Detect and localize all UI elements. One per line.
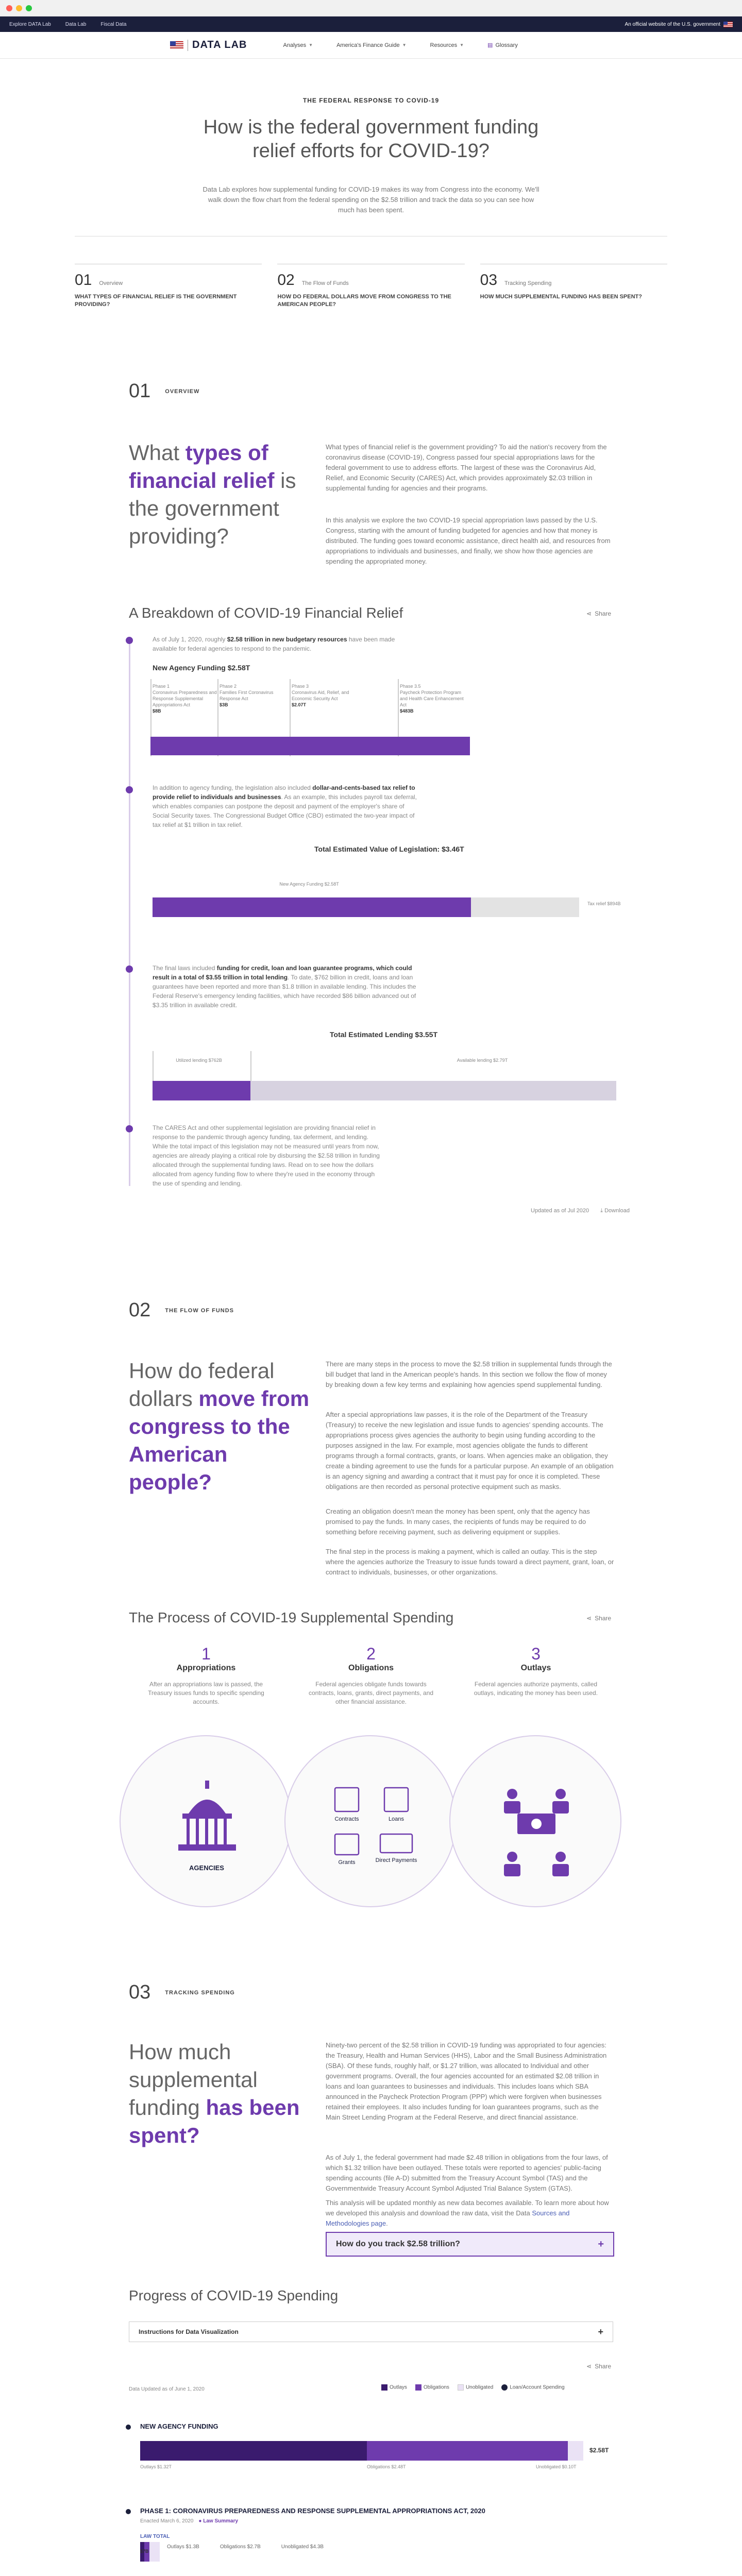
note-text: In addition to agency funding, the legislation also included [153,784,313,791]
note-text: . To date, $762 billion in credit, loans and loan guarantees have been reported and more than $1.8 trillion in available lending. This includes the Federal Reserve's emergency lending facilities, which have recorded $86 billion advanced out of $3.35 trillion in available credit. [153,974,416,1009]
process-step-1 [139,1645,273,1706]
outlays-circle [449,1735,621,1907]
step-number: 2 [366,1645,376,1663]
bar-value: Outlays $1.32T [140,2464,172,2469]
agency-col-name: Paycheck Protection Program and Health Care Enhancement Act [400,690,464,707]
legend-label: Outlays [390,2384,407,2391]
step-description: After an appropriations law is passed, the Treasury issues funds to specific spending accounts. [148,1681,264,1705]
section-question: HOW DO FEDERAL DOLLARS MOVE FROM CONGRESS TO THE AMERICAN PEOPLE? [277,294,451,308]
agencies-label: AGENCIES [189,1864,224,1872]
note-highlight: funding for credit, loan and loan guarantee programs, which could result in a total of $3.55 trillion in total lending [153,964,412,981]
agency-col [292,683,364,708]
chapter-header-flow [129,1299,234,1321]
question-text: What [129,440,185,465]
chevron-down-icon: ▼ [402,43,407,47]
legislation-bar-agency [153,897,471,917]
lending-chart [153,1051,616,1100]
us-flag-icon [723,22,733,27]
data-updated-label: Data Updated as of June 1, 2020 [129,2386,205,2392]
timeline-dot [126,2509,131,2514]
minimize-window-icon[interactable] [16,5,22,11]
browser-chrome [0,0,742,16]
tracking-question [129,2038,314,2149]
nav-label: Glossary [495,42,518,48]
law-summary-link[interactable]: ● Law Summary [198,2518,239,2524]
question-highlight: types of financial relief [129,440,275,493]
obligation-types-icons [285,1736,458,1908]
process-step-3 [469,1645,603,1698]
timeline-dot [126,786,133,793]
breakdown-note-1 [153,635,420,653]
download-button[interactable]: ⤓ Download [600,1208,630,1214]
agency-col-name: Families First Coronavirus Response Act [220,690,274,701]
agency-col-value: $2.07T [292,702,307,707]
book-icon: ▤ [487,42,493,48]
phase-values [167,2544,324,2550]
updated-text: Updated as of Jul 2020 [531,1208,589,1214]
section-title: Overview [99,280,123,286]
chapter-number: 02 [129,1299,151,1321]
agency-col-phase: Phase 3.5 [400,684,421,689]
note-text: have been made available for federal agencies to respond to the pandemic. [153,636,395,652]
agency-funding-bar [150,737,470,755]
download-label: Download [604,1208,630,1214]
agency-col-name: Coronavirus Aid, Relief, and Economic Security Act [292,690,349,701]
phase-title: PHASE 1: CORONAVIRUS PREPAREDNESS AND RESPONSE SUPPLEMENTAL APPROPRIATIONS ACT, 2020 [140,2507,485,2515]
step-number: 1 [201,1645,211,1663]
agency-col [400,683,470,714]
lending-bar-available [250,1081,616,1100]
process-step-2 [304,1645,438,1706]
methodology-link[interactable]: Sources and Methodologies page [326,2209,570,2227]
nav-label: America's Finance Guide [336,42,400,48]
tracking-paragraph-3 [326,2198,614,2229]
page-title: How is the federal government funding relief efforts for COVID-19? [203,116,539,162]
bar-unobligated [149,2542,160,2562]
section-question: WHAT TYPES OF FINANCIAL RELIEF IS THE GOVERNMENT PROVIDING? [75,294,237,308]
share-icon: ⋖ [586,2363,592,2370]
outlays-icons [450,1736,622,1908]
step-description: Federal agencies authorize payments, called outlays, indicating the money has been used. [474,1681,598,1697]
process-title: The Process of COVID-19 Supplemental Spending [129,1609,454,1625]
legend-swatch [458,2384,464,2391]
note-highlight: $2.58 trillion in new budgetary resources [227,636,347,643]
capitol-icon [121,1736,293,1908]
legend-swatch [415,2384,421,2391]
timeline-line [129,638,130,1186]
legend-item [381,2384,407,2391]
legislation-title: Total Estimated Value of Legislation: $3.46T [314,845,464,853]
nav-label: Resources [430,42,458,48]
breakdown-note-4: The CARES Act and other supplemental legislation are providing financial relief in response to the pandemic through agency funding, tax deferment, and lending. While the total impact of this legislation may not be measured until years from now, agencies are already playing a critical role by disbursing the $2.58 trillion in funding allocated through the supplemental funding laws. Read on to see how the dollars allocated from agency funding flow to where they're used in the economy through the use of spending and lending. [153,1124,380,1187]
breakdown-footer [531,1208,630,1214]
bar-outlays [140,2441,367,2461]
chevron-down-icon: ▼ [460,43,464,47]
hero-eyebrow: THE FEDERAL RESPONSE TO COVID-19 [302,97,440,104]
link-label: Law Summary [203,2518,239,2524]
phase-meta [140,2518,238,2524]
section-nav-item-overview[interactable] [75,264,262,306]
legislation-marker: New Agency Funding $2.58T [279,882,339,887]
step-title: Appropriations [176,1664,236,1672]
instructions-accordion[interactable] [129,2321,613,2342]
bar-obligations [367,2441,568,2461]
agency-col-value: $483B [400,708,414,714]
question-text: How much supplemental funding [129,2040,258,2120]
share-button[interactable] [586,610,611,617]
step-description: Federal agencies obligate funds towards contracts, loans, grants, direct payments, and other financial assistance. [308,1681,434,1705]
flow-paragraph-3: Creating an obligation doesn't mean the money has been spent, only that the agency has promised to pay the funds. In many cases, the recipients of funds may be required to do something before receiving payment, such as delivering equipment or supplies. [326,1507,590,1536]
law-total-value: $7B [140,2549,149,2554]
utility-bar [0,16,742,32]
main-nav [0,32,742,59]
lending-title: Total Estimated Lending $3.55T [330,1030,438,1039]
chapter-header-tracking [129,1981,235,2004]
tracking-paragraph-2: As of July 1, the federal government had made $2.48 trillion in obligations from the four laws, of which $1.32 trillion have been outlayed. These totals were reported to agencies' public-facing spending accounts (file A-D) submitted from the Treasury Account Symbol (TAS) and the Governmentwide Treasury Account Symbol Adjusted Trial Balance System (GTAS). [326,2154,608,2192]
button-label: How do you track $2.58 trillion? [336,2240,460,2248]
bar-value: Outlays $1.3B [167,2544,199,2550]
overview-paragraph-2: In this analysis we explore the two COVID-19 special appropriation laws passed by the U.S. Congress, starting with the amount of funding budgeted for agencies and how that money is distributed. The funding goes toward economic assistance, direct health aid, and resources from appropriations to individuals and businesses, and finally, we show how those agencies are spending the appropriated money. [326,516,611,565]
lending-bar-utilized [153,1081,250,1100]
legend-item [458,2384,493,2391]
section-nav [75,264,667,306]
step-title: Obligations [348,1664,394,1672]
share-label: Share [595,2363,612,2370]
progress-legend [381,2384,565,2391]
timeline-dot [126,2425,131,2430]
paragraph-text: This analysis will be updated monthly as new data becomes available. To learn more about how we developed this analysis and download the raw data, visit the Data [326,2199,609,2217]
nav-finance-guide[interactable] [336,42,406,48]
plus-icon: + [598,2238,604,2250]
flow-paragraph-2: After a special appropriations law passes, it is the role of the Department of the Treasury (Treasury) to receive the new legislation and issue funds to agencies' spending accounts. The appropriations process gives agencies the authority to begin using funding according to the purposes assigned in the law. For example, most agencies obligate the funds to different programs through a formal contracts, grants, or loans. When agencies make an obligation, they create a binding agreement to use the funds for a particular purpose. An example of an obligation is an agency signing and awarding a contract that it must pay for once it is completed. These obligations are then recorded as personal protective equipment such as masks. [326,1411,614,1490]
chevron-down-icon: ▼ [309,43,313,47]
question-highlight: move from congress to the American people? [129,1386,310,1494]
note-text: The final laws included [153,964,217,972]
timeline-dot [126,965,133,973]
chapter-label: TRACKING SPENDING [165,1989,235,1996]
accordion-label: Instructions for Data Visualization [139,2328,239,2335]
nav-resources[interactable] [430,42,464,48]
share-label: Share [595,610,612,617]
legend-label: Unobligated [465,2384,494,2391]
hero-subtitle: Data Lab explores how supplemental funding for COVID-19 makes its way from Congress into the economy. We'll walk down the flow chart from the federal spending on the $2.58 trillion and track the data so you can see how much has been spent. [203,185,539,214]
agency-col-value: $8B [153,708,161,714]
section-number: 02 [277,272,295,289]
flow-paragraph-1: There are many steps in the process to move the $2.58 trillion in supplemental funds through the bill budget that land in the American people's hands. In this section we follow the flow of money by breaking down a few key terms and explaining how agencies spend supplemental funding. [326,1360,612,1388]
agency-col-phase: Phase 3 [292,684,309,689]
agency-col-phase: Phase 2 [220,684,237,689]
nav-analyses[interactable] [283,42,313,48]
section-question: HOW MUCH SUPPLEMENTAL FUNDING HAS BEEN SPENT? [480,294,642,300]
legislation-end-label: Tax relief $894B [587,901,621,906]
utility-link[interactable]: Explore DATA Lab [9,21,51,27]
agency-col-name: Coronavirus Preparedness and Response Supplemental Appropriations Act [153,690,217,707]
legend-swatch [381,2384,387,2391]
question-text: How do federal dollars [129,1359,275,1411]
agency-col [220,683,281,708]
loans-label: Loans [389,1816,404,1822]
step-number: 3 [531,1645,541,1663]
contracts-label: Contracts [334,1816,359,1822]
nav-glossary[interactable] [487,42,518,48]
legislation-bar-tax [471,897,579,917]
new-agency-label: NEW AGENCY FUNDING [140,2422,218,2430]
progress-title: Progress of COVID-19 Spending [129,2287,339,2303]
breakdown-note-2 [153,783,420,829]
note-highlight: dollar-and-cents-based tax relief to provide relief to individuals and businesses [153,784,415,801]
phase-date: Enacted March 6, 2020 [140,2518,194,2524]
lending-utilized-label: Utilized lending $762B [176,1058,222,1063]
section-nav-item-tracking[interactable] [480,264,667,306]
bar-value: Obligations $2.7B [220,2544,261,2550]
bar-value: Unobligated $4.3B [281,2544,324,2550]
share-button[interactable] [586,1615,611,1622]
agency-col-value: $3B [220,702,228,707]
agency-funding-title: New Agency Funding $2.58T [153,664,250,672]
legend-item [501,2384,564,2391]
flag-logo-icon [170,41,183,49]
section-number: 03 [480,272,498,289]
breakdown-title: A Breakdown of COVID-19 Financial Relief [129,605,403,621]
legend-swatch [501,2384,508,2391]
share-icon: ⋖ [586,1615,592,1622]
gov-banner-text: An official website of the U.S. government [625,21,720,27]
timeline-dot [126,637,133,644]
plus-icon: + [598,2326,603,2337]
obligations-circle [284,1735,457,1907]
chapter-header-overview [129,380,199,402]
section-title: The Flow of Funds [301,280,349,286]
share-button[interactable] [586,2363,611,2370]
agency-col-phase: Phase 1 [153,684,170,689]
chapter-label: OVERVIEW [165,388,200,395]
section-nav-item-flow[interactable] [277,264,464,306]
timeline-dot [126,1125,133,1132]
grants-label: Grants [338,1859,356,1866]
section-number: 01 [75,272,92,289]
close-window-icon[interactable] [6,5,12,11]
step-title: Outlays [520,1664,551,1672]
track-funding-button[interactable] [326,2232,614,2257]
logo-text: DATA LAB [192,39,247,50]
new-agency-bar [140,2441,583,2461]
chapter-number: 03 [129,1981,151,2003]
utility-link[interactable]: Data Lab [65,21,87,27]
nav-label: Analyses [283,42,307,48]
section-title: Tracking Spending [504,280,552,286]
appropriations-circle [120,1735,292,1907]
bar-value: Unobligated $0.10T [536,2464,577,2469]
overview-paragraph-1: What types of financial relief is the government providing? To aid the nation's recovery from the coronavirus disease (COVID-19), Congress passed four special appropriations laws for the federal government to use to address efforts. The largest of these was the Coronavirus Aid, Relief, and Economic Security (CARES) Act, which provides approximately $2.03 trillion in supplemental funding for agencies and their programs. [326,443,607,492]
legend-label: Obligations [423,2384,449,2391]
flow-question [129,1357,314,1496]
overview-question [129,439,314,550]
tracking-paragraph-1: Ninety-two percent of the $2.58 trillion in COVID-19 funding was appropriated to four agencies: the Treasury, Health and Human Services (HHS), Labor and the Small Business Administration (SBA). Of these funds, roughly half, or $1.27 trillion, was allocated to Individual and other government programs. Overall, the four agencies accounted for an estimated $2.08 trillion in loans and loan guarantees to businesses and individuals. This includes loans which SBA announced in the Paycheck Protection Program (PPP) which were forgiven when businesses retained their employees. It also includes funding for loan guarantees programs, such as the Main Street Lending Program at the Federal Reserve, and direct financial assistance. [326,2041,607,2121]
logo[interactable] [170,39,247,51]
breakdown-note-3 [153,963,420,1010]
bar-value: Obligations $2.48T [367,2464,406,2469]
note-text: . As an example, this includes payroll tax deferral, which enables companies can postpone the deposit and payment of the employer's share of Social Security taxes. The Congressional Budget Office (CBO) estimated the two-year impact of tax relief at $1 trillion in tax relief. [153,793,417,828]
maximize-window-icon[interactable] [26,5,32,11]
paragraph-text: . [386,2219,388,2227]
flow-paragraph-4: The final step in the process is making a payment, which is called an outlay. This is the step where the agencies authorize the Treasury to issue funds toward a direct payment, grant, loan, or contract to individuals, businesses, or other organizations. [326,1548,614,1576]
legend-label: Loan/Account Spending [510,2384,565,2391]
direct-payments-label: Direct Payments [375,1857,417,1863]
share-label: Share [595,1615,612,1622]
chapter-number: 01 [129,380,151,402]
agency-funding-chart [150,679,470,756]
bar-unobligated [568,2441,583,2461]
question-highlight: has been spent? [129,2095,300,2147]
share-icon: ⋖ [586,610,592,617]
new-agency-total: $2.58T [589,2447,609,2454]
note-text: As of July 1, 2020, roughly [153,636,227,643]
legend-item [415,2384,449,2391]
lending-available-label: Available lending $2.79T [457,1058,508,1063]
utility-link[interactable]: Fiscal Data [100,21,127,27]
law-total-label: LAW TOTAL [140,2534,170,2539]
question-text: is the government providing? [129,468,296,548]
chapter-label: THE FLOW OF FUNDS [165,1307,234,1314]
gov-banner[interactable] [625,22,733,27]
